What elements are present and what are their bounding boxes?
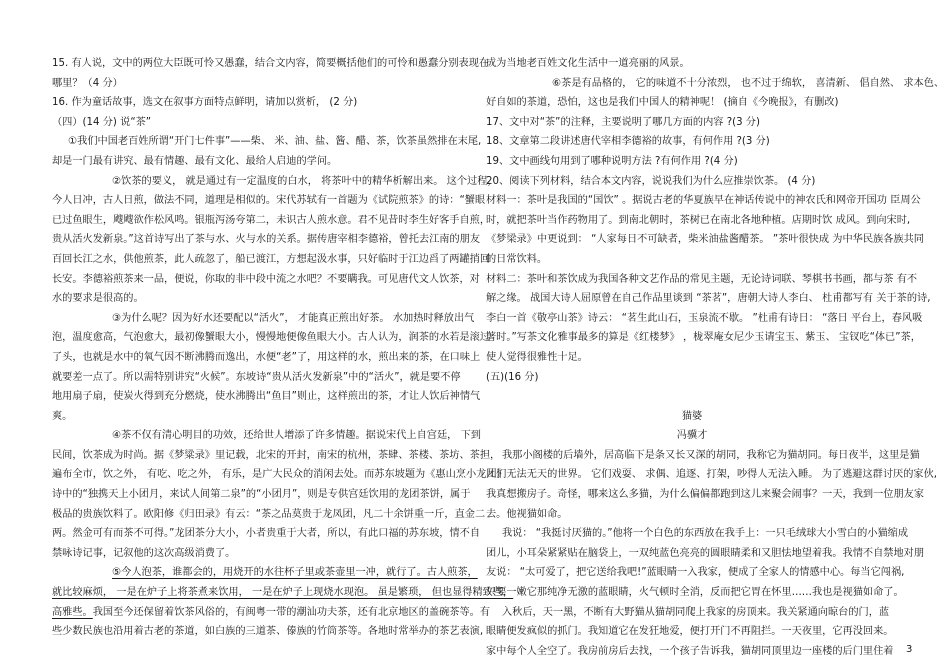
- line-text: 16. 作为童话故事，选文在叙事方面特点鲜明，请加以赏析， (2 分): [52, 97, 358, 109]
- left-line: [52, 172, 498, 192]
- line-text: 家中每个人全空了。我房前房后去找，一个孩子告诉我，猫胡同顶里边一座楼的后门里住着: [486, 645, 894, 657]
- line-text: 禁咏诗记事，记叙他的这次高级消费了。: [52, 547, 236, 559]
- line-text: 解之缘。 战国大诗人屈原曾在自己作品里谈到 “茶茗”，唐朝大诗人李白、 杜甫都写有 关于茶的诗,: [486, 293, 931, 305]
- underlined-sentence: 就比较麻烦， 一是在炉子上将茶煮来饮用， 一是在炉子上现烧水现泡。 虽是繁琐， 但也显得精致些，: [52, 587, 514, 599]
- right-line: [486, 74, 945, 94]
- left-line: [52, 603, 491, 623]
- line-text: 却是一门最有讲究、最有情趣、最有文化、最给人启迪的学问。: [52, 155, 338, 167]
- right-line: [486, 211, 911, 231]
- right-line: [486, 132, 898, 152]
- left-line: [52, 485, 471, 505]
- right-line: [486, 172, 898, 192]
- line-text: 我说： “我挺讨厌猫的。”他将一个白色的东西放在我手上：一只毛绒球大小雪白的小猫缩成: [502, 528, 909, 540]
- right-line: [486, 407, 898, 427]
- right-line: [486, 93, 898, 113]
- line-text: 眼睛便发疯似的抓门。我知道它在发狂地爱，便打开门不再阻拦。一天夜里，它再没回来。: [486, 626, 894, 638]
- line-text: 爽。: [52, 410, 73, 422]
- line-text: 儿们无法无天的世界。 它们戏耍、 求偶、追逐、打架，吵得人无法入睡。 为了逃避这群讨厌的家伙,: [486, 469, 938, 481]
- line-text: (五)(16 分): [486, 371, 539, 383]
- line-text: 泡，温度愈高，气泡愈大，最初像蟹眼大小，慢慢地便像鱼眼大小。古人认为，润茶的水若是滚过: [52, 332, 491, 344]
- right-line: [486, 642, 898, 662]
- line-text: 使人觉得很雅性十足。: [486, 351, 588, 363]
- right-line: [486, 544, 925, 564]
- line-text: 15. 有人说，文中的两位大臣既可怜又愚蠢，结合文内容，简要概括他们的可怜和愚蠢分别表现在: [52, 58, 490, 69]
- line-text: （四）(14 分) 说“茶”: [52, 116, 152, 128]
- line-text: 入秋后，天一黑，不断有大野猫从猫胡同爬上我家的房顶来。我关紧通向晾台的门，蓝: [502, 606, 890, 618]
- left-line: [52, 387, 481, 407]
- line-text: 成为当地老百姓文化生活中一道亮丽的风景。: [486, 58, 690, 69]
- line-text: 今人日冲，古人日煎，做法不同，道理是相似的。宋代苏轼有一首题为《试院煎茶》的诗：“蟹眼: [52, 195, 486, 207]
- right-line: [486, 387, 898, 407]
- line-text: 些少数民族也沿用着古老的茶道，如白族的三道茶、傣族的竹筒茶等。各地时常举办的茶艺表演,: [52, 626, 484, 638]
- right-line: [486, 446, 920, 466]
- line-text: 只要一嫩它那纯净无激的蓝眼睛，火气顿时全消，反而把它胃在怀里……我也是视猫如命了。: [486, 587, 904, 599]
- line-text: 材料一：茶叶是我国的“国饮” 。据说古老的华夏族早在神话传说中的神农氏和网帝开国功 臣周公: [486, 195, 921, 207]
- line-text: 《梦梁录》中更说到： “人家每日不可缺者，柴米油盐酱醋茶。 ”茶叶很快成 为中华民族各族共同: [486, 234, 924, 246]
- right-line: [486, 485, 925, 505]
- line-text: 百回长江之水，供他煎茶，此人疏忽了，船已渡江，方想起汲水事，只好临时于江边舀了两罐捎回: [52, 253, 491, 265]
- line-text: 我那小阁楼的后墙外，居高临下是条又长又深的胡同，我称它为猫胡同。每日夜半，这里是猫: [502, 449, 920, 461]
- line-text: 地用扇子扇，使炭火得到充分燃烧，使水沸腾出“鱼目”则止，这样煎出的茶，才让人饮后神情气: [52, 391, 481, 403]
- right-line: [486, 230, 924, 250]
- right-line: [486, 426, 898, 446]
- right-line: [486, 465, 938, 485]
- left-line: [52, 446, 501, 466]
- left-line: [52, 505, 486, 525]
- right-line: [486, 524, 909, 544]
- left-line: [52, 191, 486, 211]
- left-line: [52, 54, 490, 74]
- left-line: [52, 74, 464, 94]
- line-text: 我国至今还保留着饮茶风俗的，有闽粤一带的潮汕功夫茶，还有北京地区的盖碗茶等。有: [92, 606, 491, 618]
- left-line: [52, 309, 475, 329]
- line-text: 团儿，小耳朵紧紧贴在脑袋上，一双纯蓝色亮亮的圆眼睛柔和又胆怯地望着我。我情不自禁地对朋: [486, 547, 925, 559]
- left-line: [52, 211, 491, 231]
- line-text: 17、文中对“茶”的注释，主要说明了哪几方面的内容 ?(3 分): [486, 116, 760, 128]
- line-text: 友说： “太可爱了，把它送给我吧!”蓝眼睛一入我家，便成了全家人的情感中心。每当它闯祸,: [486, 567, 905, 579]
- line-text: 诗中的“独携天上小团月，来试人间第二泉”的“小团月”，则是专供宫廷饮用的龙团茶饼，属于: [52, 489, 471, 501]
- line-text: ⑥茶是有品格的， 它的味道不十分浓烈， 也不过于绵软， 喜清新、 倡自然、 求本色、: [552, 77, 945, 89]
- right-line: [486, 250, 898, 270]
- line-text: ③为什么呢？因为好水还要配以“活火”， 才能真正煎出好茶。 水加热时释放出气: [112, 312, 475, 324]
- right-line: [486, 622, 898, 642]
- line-text: ④茶不仅有清心明目的功效，还给世人增添了许多情趣。据说宋代上自宫廷， 下到: [112, 430, 481, 442]
- left-line: [52, 524, 481, 544]
- underlined-sentence: ⑤今人泡茶，谁都会的，用烧开的水往杯子里或茶壶里一冲，就行了。古人煎茶，: [112, 567, 478, 579]
- line-text: 好自如的茶道，恐怕，这也是我们中国人的精神呢！ (摘自《今晚报》，有删改): [486, 97, 839, 109]
- right-line: [486, 583, 904, 603]
- line-text: 两。然金可有而茶不可得。”龙团茶分大小，小者贵重于大者，所以，有此口福的苏东坡，情不自: [52, 528, 481, 540]
- right-line: [486, 54, 898, 74]
- left-line: [52, 289, 464, 309]
- line-text: 已过鱼眼生，飕飕欲作松风鸣。银瓶泻汤夸第二，未识古人煎水意。君不见昔时李生好客手自煎，: [52, 214, 491, 226]
- right-line: [486, 289, 931, 309]
- left-line: [52, 348, 481, 368]
- line-text: 哪里？（4 分）: [52, 77, 123, 89]
- line-text: 民间，饮茶成为时尚。据《梦粱录》里记载，北宋的开封，南宋的杭州，茶肆、茶楼、茶坊、茶担，: [52, 449, 501, 461]
- left-line: [52, 583, 514, 603]
- left-line: [52, 465, 507, 485]
- left-line: [52, 563, 478, 583]
- right-line: [486, 563, 905, 583]
- right-column: [486, 54, 945, 661]
- line-text: 了头，也就是水中的氧气因不断沸腾而逸出，水便“老”了，用这样的水，煎出来的茶，在口味上: [52, 351, 481, 363]
- line-text: 时，就把茶叶当作药物用了。到南北朝时，茶树已在南北各地种植。店期时饮 成风。到向宋时,: [486, 214, 911, 226]
- line-text: 冯骥才: [676, 430, 708, 442]
- left-line: [52, 407, 464, 427]
- right-line: [486, 505, 898, 525]
- right-line: [486, 113, 898, 133]
- left-line: [52, 152, 464, 172]
- left-line: [52, 132, 482, 152]
- right-line: [486, 348, 898, 368]
- right-line: [486, 603, 898, 623]
- right-line: [486, 152, 898, 172]
- right-line: [486, 191, 921, 211]
- page-number: 3: [906, 644, 913, 655]
- left-line: [52, 93, 464, 113]
- left-line: [52, 250, 491, 270]
- line-text: 的日常饮料。: [486, 253, 548, 265]
- line-text: 著时。”写茶文化雅事最多的算是《红楼梦》 ，栊翠庵女尼少玉请宝玉、紫玉、 宝钗吃“体已”茶，: [486, 332, 921, 344]
- line-text: 贵从活火发新泉。”这首诗写出了茶与水、火与水的关系。据传唐宰相李德裕，曾托去江南的朋友: [52, 234, 481, 246]
- left-line: [52, 368, 464, 388]
- left-line: [52, 622, 484, 642]
- right-line: [486, 270, 918, 290]
- line-text: 猫婆: [681, 410, 703, 422]
- line-text: 遍布全市，饮之外， 有吃、吃之外， 有乐，是广大民众的消闲去处。而苏东坡题为《惠山烹小龙团》: [52, 469, 507, 481]
- line-text: 19、文中画线句用到了哪种说明方法 ?有何作用 ?(4 分): [486, 155, 738, 167]
- line-text: ①我们中国老百姓所谓“开门七件事”——柴、 米、油、盐、酱、醋、茶，饮茶虽然排在末尾,: [68, 136, 482, 148]
- right-line: [486, 328, 921, 348]
- left-line: [52, 544, 464, 564]
- line-text: 李白一首《敬亭山茶》诗云： “茗生此山石，玉泉流不歇。 ”杜甫有诗日： “落日 平台上，春风吸: [486, 312, 923, 324]
- line-text: 我真想搬房子。奇怪，哪来这么多猫，为什么偏偏都跑到这儿来聚会闹事？一天，我到一位朋友家: [486, 489, 925, 501]
- line-text: 去。他视猫如命。: [486, 508, 568, 520]
- line-text: 水的要求是很高的。: [52, 293, 144, 305]
- left-line: [52, 230, 481, 250]
- line-text: 20、阅读下列材料，结合本文内容，说说我们为什么应推崇饮茶。 (4 分): [486, 175, 816, 187]
- right-line: [486, 309, 923, 329]
- line-text: 就要差一点了。所以需特别讲究“火候”。东坡诗“贵从活火发新泉”中的“活火”，就是要不停: [52, 371, 461, 383]
- line-text: 材料二：茶叶和茶饮成为我国各种文艺作品的常见主题，无论诗词联、琴棋书书画，都与茶 有不: [486, 273, 918, 285]
- line-text: 长安。李德裕煎茶来一品，便说，你取的非中段中流之水吧？不要瞒我。可见唐代文人饮茶，对: [52, 273, 480, 285]
- right-line: [486, 368, 898, 388]
- line-text: 18、文章第二段讲述唐代宰相李德裕的故事，有何作用 ?(3 分): [486, 136, 770, 148]
- left-line: [52, 113, 464, 133]
- line-text: 极品的贵族饮料了。欧阳修《归田录》有云：“茶之品莫贵于龙凤团，凡二十余饼重一斤，直金二: [52, 508, 486, 520]
- line-text: ②饮茶的要义， 就是通过有一定温度的白水， 将茶叶中的精华析解出来。 这个过程，: [112, 175, 498, 187]
- underlined-sentence: 高雅些。: [52, 606, 93, 618]
- left-line: [52, 270, 480, 290]
- left-line: [52, 426, 481, 446]
- left-line: [52, 328, 491, 348]
